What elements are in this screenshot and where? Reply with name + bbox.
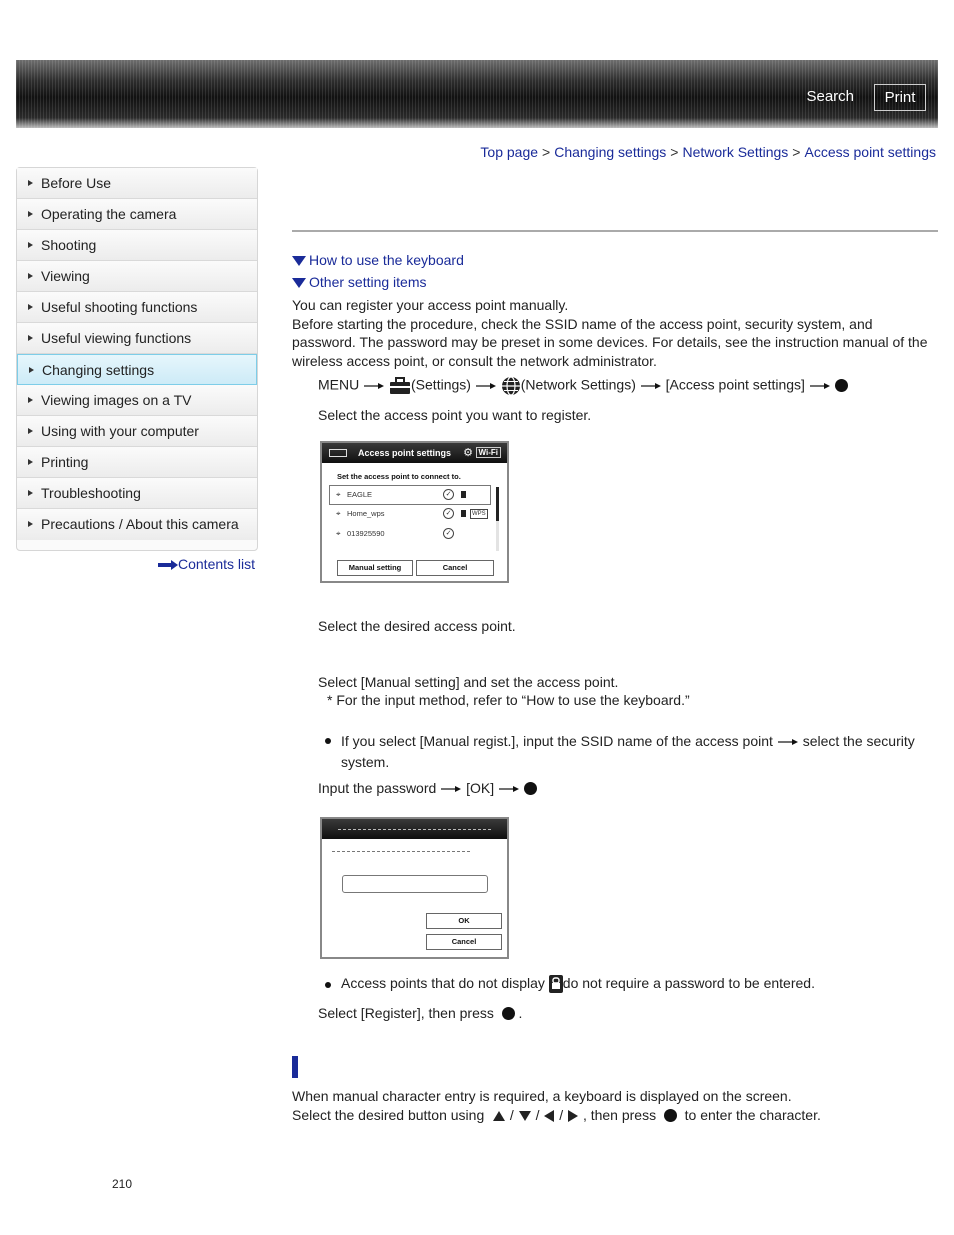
check-icon: ✓ bbox=[443, 508, 454, 519]
signal-icon: ⌖ bbox=[336, 509, 341, 518]
sidebar-item-viewing-images-on-a-tv[interactable] bbox=[17, 385, 257, 416]
bullet-lock-note: Access points that do not display do not require a password to be entered. bbox=[341, 975, 815, 993]
sidebar-item-useful-shooting-functions[interactable] bbox=[17, 292, 257, 323]
triangle-down-icon bbox=[292, 278, 306, 288]
triangle-right-icon bbox=[567, 1109, 579, 1123]
arrow-right-icon bbox=[440, 784, 462, 794]
check-icon: ✓ bbox=[443, 489, 454, 500]
wifi-badge: Wi-Fi bbox=[476, 447, 501, 458]
chevron-right-icon bbox=[29, 367, 34, 373]
chevron-right-icon bbox=[28, 490, 33, 496]
sidebar-item-label: Changing settings bbox=[42, 362, 155, 378]
lock-icon bbox=[461, 510, 466, 517]
chevron-right-icon bbox=[28, 180, 33, 186]
step-select-access-point: Select the access point you want to register. bbox=[318, 407, 592, 423]
sidebar-item-label: Viewing bbox=[41, 268, 90, 284]
sidebar-item-troubleshooting[interactable] bbox=[17, 478, 257, 509]
step-select-desired-access-point: Select the desired access point. bbox=[318, 618, 516, 634]
header-bar bbox=[16, 60, 938, 128]
arrow-right-icon bbox=[498, 784, 520, 794]
camera-subtitle: Set the access point to connect to. bbox=[337, 472, 461, 481]
signal-icon: ⌖ bbox=[336, 490, 341, 499]
arrow-right-icon bbox=[158, 560, 178, 570]
chevron-right-icon bbox=[28, 211, 33, 217]
link-other-setting-items[interactable]: Other setting items bbox=[292, 274, 427, 290]
center-button-icon bbox=[502, 1007, 515, 1020]
scrollbar[interactable] bbox=[496, 487, 499, 551]
triangle-down-icon bbox=[518, 1110, 532, 1122]
center-button-icon bbox=[835, 379, 848, 392]
battery-icon bbox=[329, 449, 347, 457]
breadcrumb-access-point-settings[interactable]: Access point settings bbox=[804, 144, 936, 160]
chevron-right-icon bbox=[28, 521, 33, 527]
print-button[interactable]: Print bbox=[874, 84, 926, 111]
sidebar-item-label: Useful viewing functions bbox=[41, 330, 192, 346]
sidebar-item-operating-the-camera[interactable] bbox=[17, 199, 257, 230]
signal-icon: ⌖ bbox=[336, 529, 341, 538]
link-how-to-use-keyboard[interactable]: How to use the keyboard bbox=[292, 252, 464, 268]
lock-icon bbox=[461, 491, 466, 498]
access-point-row[interactable]: ⌖ EAGLE ✓ bbox=[329, 485, 491, 505]
sidebar-item-label: Troubleshooting bbox=[41, 485, 141, 501]
keyboard-instructions: Select the desired button using / / / , then press to enter the character. bbox=[292, 1107, 821, 1123]
sidebar-item-label: Before Use bbox=[41, 175, 112, 191]
ok-button[interactable]: OK bbox=[426, 913, 502, 929]
sidebar-item-shooting[interactable] bbox=[17, 230, 257, 261]
triangle-down-icon bbox=[292, 256, 306, 266]
chevron-right-icon bbox=[28, 242, 33, 248]
cancel-button[interactable]: Cancel bbox=[416, 560, 494, 576]
step-register: Select [Register], then press . bbox=[318, 1005, 523, 1021]
camera-screen-access-point-settings bbox=[320, 441, 509, 583]
triangle-up-icon bbox=[492, 1110, 506, 1122]
manual-setting-button[interactable]: Manual setting bbox=[337, 560, 413, 576]
sidebar-item-printing[interactable] bbox=[17, 447, 257, 478]
toolbox-settings-icon bbox=[389, 377, 411, 395]
breadcrumb-changing-settings[interactable]: Changing settings bbox=[554, 144, 667, 160]
note-input-method: * For the input method, refer to “How to use the keyboard.” bbox=[327, 692, 690, 708]
chevron-right-icon bbox=[28, 459, 33, 465]
arrow-right-icon bbox=[363, 381, 385, 391]
search-link[interactable]: Search bbox=[806, 88, 854, 105]
sidebar-item-changing-settings[interactable] bbox=[17, 354, 257, 385]
chevron-right-icon bbox=[28, 304, 33, 310]
page-number: 210 bbox=[112, 1177, 133, 1191]
chevron-right-icon bbox=[28, 397, 33, 403]
step-input-password: Input the password [OK] bbox=[318, 780, 537, 796]
chevron-right-icon bbox=[28, 273, 33, 279]
camera-screen-password bbox=[320, 817, 509, 959]
sidebar-item-useful-viewing-functions[interactable] bbox=[17, 323, 257, 354]
center-button-icon bbox=[664, 1109, 677, 1122]
sidebar-item-label: Precautions / About this camera bbox=[41, 516, 239, 532]
sidebar-item-precautions[interactable] bbox=[17, 509, 257, 540]
chevron-right-icon bbox=[28, 428, 33, 434]
breadcrumb-top-page[interactable]: Top page bbox=[480, 144, 539, 160]
title-divider bbox=[292, 230, 938, 232]
arrow-right-icon bbox=[809, 381, 831, 391]
sidebar-nav bbox=[16, 167, 258, 551]
password-field[interactable] bbox=[342, 875, 488, 893]
arrow-right-icon bbox=[777, 737, 799, 747]
bullet-icon bbox=[325, 982, 331, 988]
center-button-icon bbox=[524, 782, 537, 795]
wps-badge: WPS bbox=[472, 511, 486, 517]
sidebar-item-label: Viewing images on a TV bbox=[41, 392, 192, 408]
chevron-right-icon bbox=[28, 335, 33, 341]
gear-icon: ⚙ bbox=[463, 447, 473, 459]
step-menu-path: MENU (Settings) (Network Settings) [Access point settings] bbox=[318, 376, 848, 396]
bullet-manual-regist-cont: system. bbox=[341, 754, 390, 770]
sidebar-item-label: Shooting bbox=[41, 237, 97, 253]
section-heading-marker bbox=[292, 1056, 298, 1078]
camera-prompt-line bbox=[332, 851, 470, 852]
arrow-right-icon bbox=[640, 381, 662, 391]
access-point-row[interactable]: ⌖ Home_wps ✓ WPS bbox=[322, 505, 507, 525]
step-manual-setting: Select [Manual setting] and set the access point. bbox=[318, 674, 619, 690]
sidebar-item-before-use[interactable] bbox=[17, 168, 257, 199]
arrow-right-icon bbox=[475, 381, 497, 391]
sidebar-item-label: Printing bbox=[41, 454, 89, 470]
globe-network-icon bbox=[501, 376, 521, 396]
lock-icon bbox=[549, 975, 563, 993]
camera-title-bar: Access point settings ⚙ Wi-Fi bbox=[322, 443, 507, 463]
breadcrumb-network-settings[interactable]: Network Settings bbox=[682, 144, 789, 160]
breadcrumb: Top page > Changing settings > Network Settings > Access point settings bbox=[480, 144, 936, 160]
triangle-left-icon bbox=[543, 1109, 555, 1123]
bullet-manual-regist: If you select [Manual regist.], input the SSID name of the access point select the security bbox=[341, 733, 915, 749]
cancel-button[interactable]: Cancel bbox=[426, 934, 502, 950]
keyboard-intro: When manual character entry is required, a keyboard is displayed on the screen. bbox=[292, 1088, 792, 1104]
intro-text: You can register your access point manually. Before starting the procedure, check the SSID name of the access point, security system, and password. The password may be preset in some devices. For details, see the instruction manual of the wireless access point, or consult the network administrator. bbox=[292, 297, 928, 369]
sidebar-item-viewing[interactable] bbox=[17, 261, 257, 292]
check-icon: ✓ bbox=[443, 528, 454, 539]
access-point-row[interactable]: ⌖ 013925590 ✓ bbox=[322, 525, 507, 545]
sidebar-item-using-with-your-computer[interactable] bbox=[17, 416, 257, 447]
sidebar-item-label: Using with your computer bbox=[41, 423, 199, 439]
contents-list-link[interactable] bbox=[158, 556, 255, 572]
sidebar-item-label: Useful shooting functions bbox=[41, 299, 198, 315]
bullet-icon bbox=[325, 738, 331, 744]
contents-list-label: Contents list bbox=[178, 556, 256, 572]
sidebar-item-label: Operating the camera bbox=[41, 206, 177, 222]
camera-title-bar bbox=[322, 819, 507, 839]
